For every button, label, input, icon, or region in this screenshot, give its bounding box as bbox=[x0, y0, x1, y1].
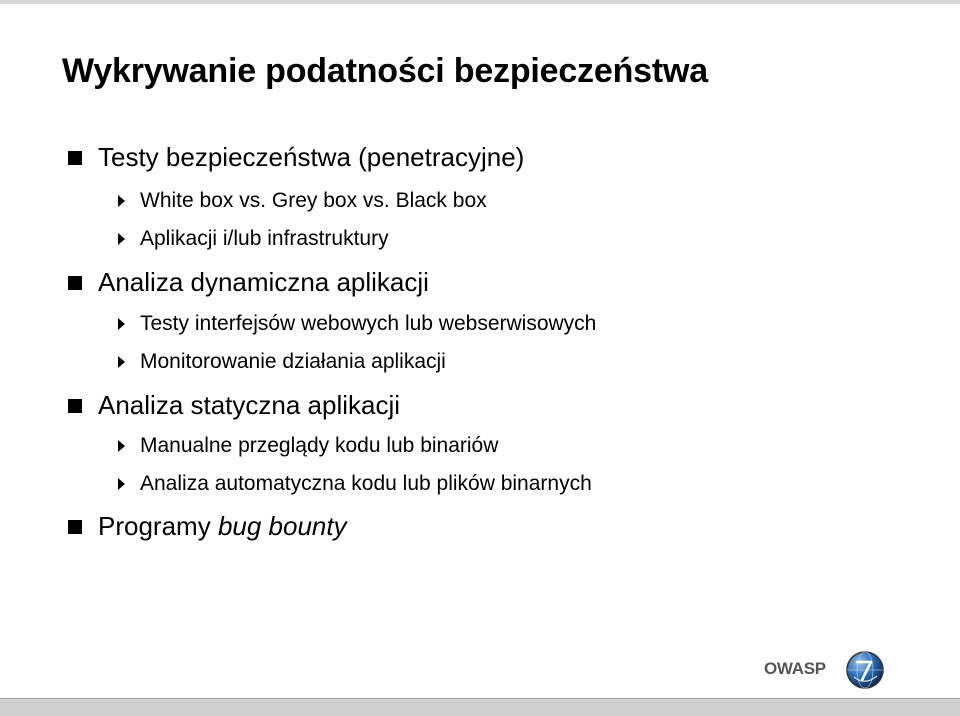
bullet-text: Testy bezpieczeństwa (penetracyjne) bbox=[98, 142, 525, 172]
sub-bullet-text: Testy interfejsów webowych lub webserwisowych bbox=[140, 312, 597, 335]
triangle-bullet-icon bbox=[118, 318, 125, 330]
sub-bullet-text: Aplikacji i/lub infrastruktury bbox=[140, 227, 389, 250]
sub-bullet-text: Manualne przeglądy kodu lub binariów bbox=[140, 434, 499, 457]
triangle-bullet-icon bbox=[118, 233, 125, 245]
sub-bullet-item bbox=[118, 434, 498, 458]
top-border bbox=[0, 0, 960, 4]
sub-bullet-text: Monitorowanie działania aplikacji bbox=[140, 350, 446, 373]
sub-bullet-item bbox=[118, 189, 487, 213]
sub-bullet-item bbox=[118, 312, 596, 336]
bullet-item bbox=[68, 267, 429, 298]
bottom-border bbox=[0, 698, 960, 716]
square-bullet-icon bbox=[68, 276, 82, 290]
triangle-bullet-icon bbox=[118, 356, 125, 368]
owasp-globe-icon bbox=[845, 650, 885, 690]
triangle-bullet-icon bbox=[118, 478, 125, 490]
sub-bullet-text: Analiza automatyczna kodu lub plików binarnych bbox=[140, 472, 592, 495]
sub-bullet-item bbox=[118, 227, 389, 251]
bullet-text: Programy bbox=[98, 511, 211, 541]
bullet-item bbox=[68, 142, 524, 173]
bullet-text-italic: bug bounty bbox=[217, 511, 347, 541]
square-bullet-icon bbox=[68, 399, 82, 413]
triangle-bullet-icon bbox=[118, 195, 125, 207]
bullet-text: Analiza statyczna aplikacji bbox=[98, 390, 401, 420]
bullet-item bbox=[68, 511, 347, 542]
triangle-bullet-icon bbox=[118, 440, 125, 452]
sub-bullet-item bbox=[118, 350, 446, 374]
owasp-logo-text: OWASP bbox=[764, 659, 826, 678]
square-bullet-icon bbox=[68, 151, 82, 165]
bullet-item bbox=[68, 390, 400, 421]
sub-bullet-text: White box vs. Grey box vs. Black box bbox=[140, 189, 487, 212]
square-bullet-icon bbox=[68, 520, 82, 534]
slide-title: Wykrywanie podatności bezpieczeństwa bbox=[62, 52, 708, 90]
bullet-text: Analiza dynamiczna aplikacji bbox=[98, 267, 429, 297]
sub-bullet-item bbox=[118, 472, 592, 496]
